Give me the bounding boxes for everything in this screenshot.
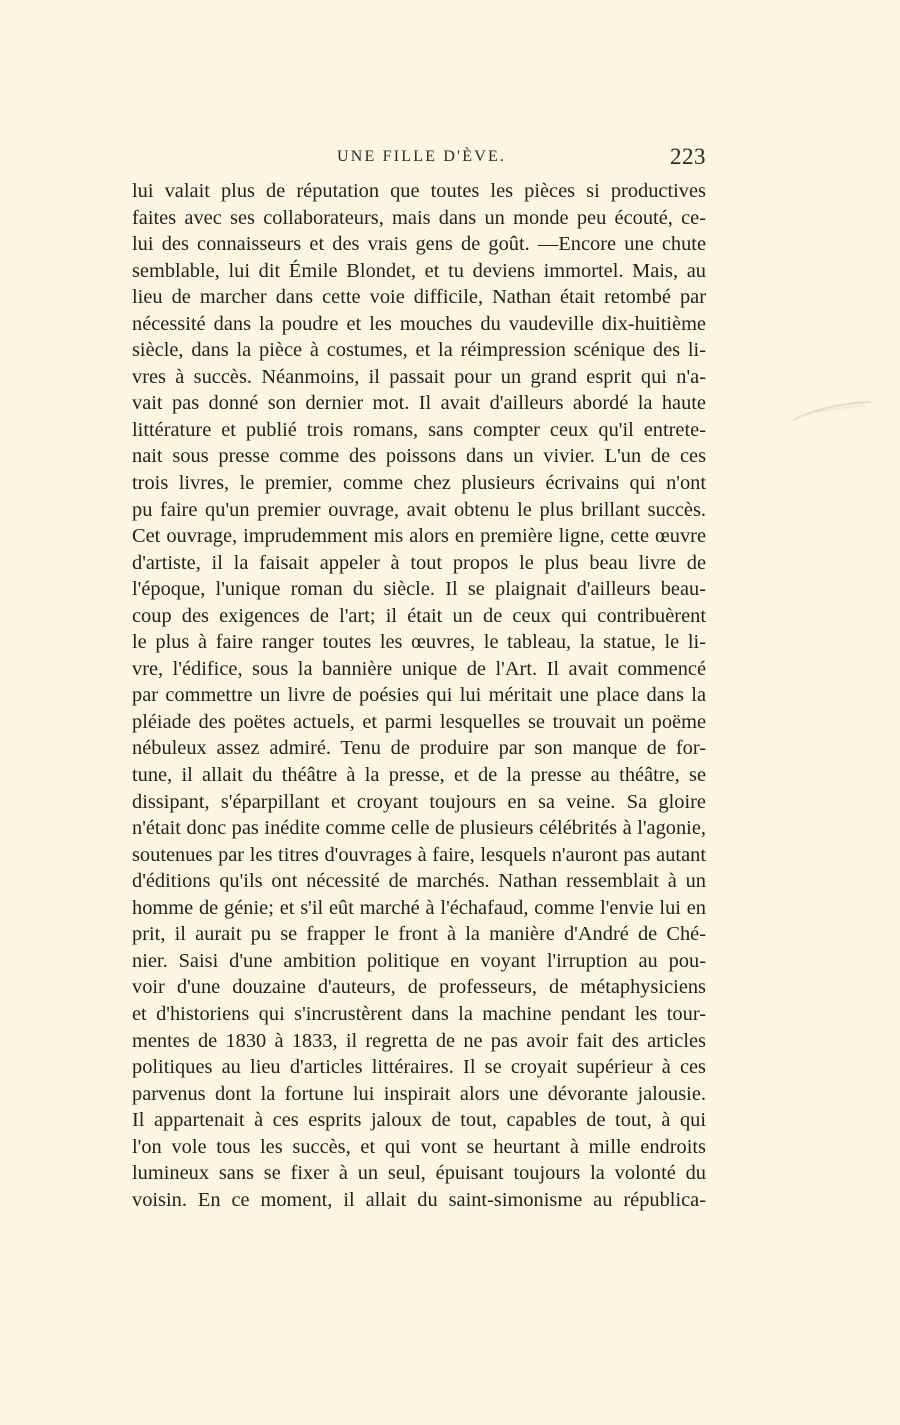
text-line: lui des connaisseurs et des vrais gens de goût. —Encore une chute — [132, 233, 706, 256]
text-line: nier. Saisi d'une ambition politique en voyant l'irruption au pou- — [132, 949, 706, 972]
text-line: Cet ouvrage, imprudemment mis alors en première ligne, cette œuvre — [132, 525, 706, 548]
text-line: dissipant, s'éparpillant et croyant toujours en sa veine. Sa gloire — [132, 790, 706, 813]
margin-pencil-mark — [792, 398, 872, 428]
text-line: pu faire qu'un premier ouvrage, avait obtenu le plus brillant succès. — [132, 498, 706, 521]
text-line: n'était donc pas inédite comme celle de plusieurs célébrités à l'agonie, — [132, 817, 706, 840]
text-line: mentes de 1830 à 1833, il regretta de ne pas avoir fait des articles — [132, 1029, 706, 1052]
body-text — [132, 178, 706, 1213]
text-line: semblable, lui dit Émile Blondet, et tu deviens immortel. Mais, au — [132, 259, 706, 282]
text-line: lumineux sans se fixer à un seul, épuisant toujours la volonté du — [132, 1162, 706, 1185]
text-line: d'éditions qu'ils ont nécessité de marchés. Nathan ressemblait à un — [132, 870, 706, 893]
text-line: vre, l'édifice, sous la bannière unique de l'Art. Il avait commencé — [132, 657, 706, 680]
text-line: lui valait plus de réputation que toutes les pièces si productives — [132, 180, 706, 202]
text-line: prit, il aurait pu se frapper le front à la manière d'André de Ché- — [132, 923, 706, 946]
text-line: pléiade des poëtes actuels, et parmi lesquelles se trouvait un poëme — [132, 710, 706, 733]
text-line: politiques au lieu d'articles littéraires. Il se croyait supérieur à ces — [132, 1056, 706, 1079]
text-line: nait sous presse comme des poissons dans un vivier. L'un de ces — [132, 445, 706, 468]
text-line: voisin. En ce moment, il allait du saint-simonisme au républica- — [132, 1188, 706, 1211]
text-line: trois livres, le premier, comme chez plusieurs écrivains qui n'ont — [132, 472, 706, 495]
text-line: nécessité dans la poudre et les mouches du vaudeville dix-huitième — [132, 312, 706, 335]
text-line: l'on vole tous les succès, et qui vont se heurtant à mille endroits — [132, 1135, 706, 1158]
running-head — [132, 146, 706, 176]
text-line: siècle, dans la pièce à costumes, et la réimpression scénique des li- — [132, 339, 706, 362]
text-line: parvenus dont la fortune lui inspirait alors une dévorante jalousie. — [132, 1082, 706, 1105]
text-line: Il appartenait à ces esprits jaloux de tout, capables de tout, à qui — [132, 1109, 706, 1132]
text-line: et d'historiens qui s'incrustèrent dans la machine pendant les tour- — [132, 1002, 706, 1025]
text-line: voir d'une douzaine d'auteurs, de professeurs, de métaphysiciens — [132, 976, 706, 999]
running-title: UNE FILLE D'ÈVE. — [337, 148, 507, 165]
text-line: tune, il allait du théâtre à la presse, et de la presse au théâtre, se — [132, 764, 706, 787]
text-line: littérature et publié trois romans, sans compter ceux qu'il entrete- — [132, 418, 706, 441]
text-line: nébuleux assez admiré. Tenu de produire par son manque de for- — [132, 737, 706, 760]
text-line: faites avec ses collaborateurs, mais dans un monde peu écouté, ce- — [132, 206, 706, 229]
page-number: 223 — [670, 144, 706, 169]
text-line: soutenues par les titres d'ouvrages à faire, lesquels n'auront pas autant — [132, 843, 706, 866]
text-line: vait pas donné son dernier mot. Il avait d'ailleurs abordé la haute — [132, 392, 706, 415]
text-line: l'époque, l'unique roman du siècle. Il se plaignait d'ailleurs beau- — [132, 578, 706, 601]
text-line: coup des exigences de l'art; il était un de ceux qui contribuèrent — [132, 604, 706, 627]
text-line: le plus à faire ranger toutes les œuvres, le tableau, la statue, le li- — [132, 631, 706, 654]
text-line: lieu de marcher dans cette voie difficile, Nathan était retombé par — [132, 286, 706, 309]
text-line: vres à succès. Néanmoins, il passait pour un grand esprit qui n'a- — [132, 365, 706, 388]
text-line: homme de génie; et s'il eût marché à l'échafaud, comme l'envie lui en — [132, 896, 706, 919]
text-line: d'artiste, il la faisait appeler à tout propos le plus beau livre de — [132, 551, 706, 574]
text-line: par commettre un livre de poésies qui lui méritait une place dans la — [132, 684, 706, 707]
